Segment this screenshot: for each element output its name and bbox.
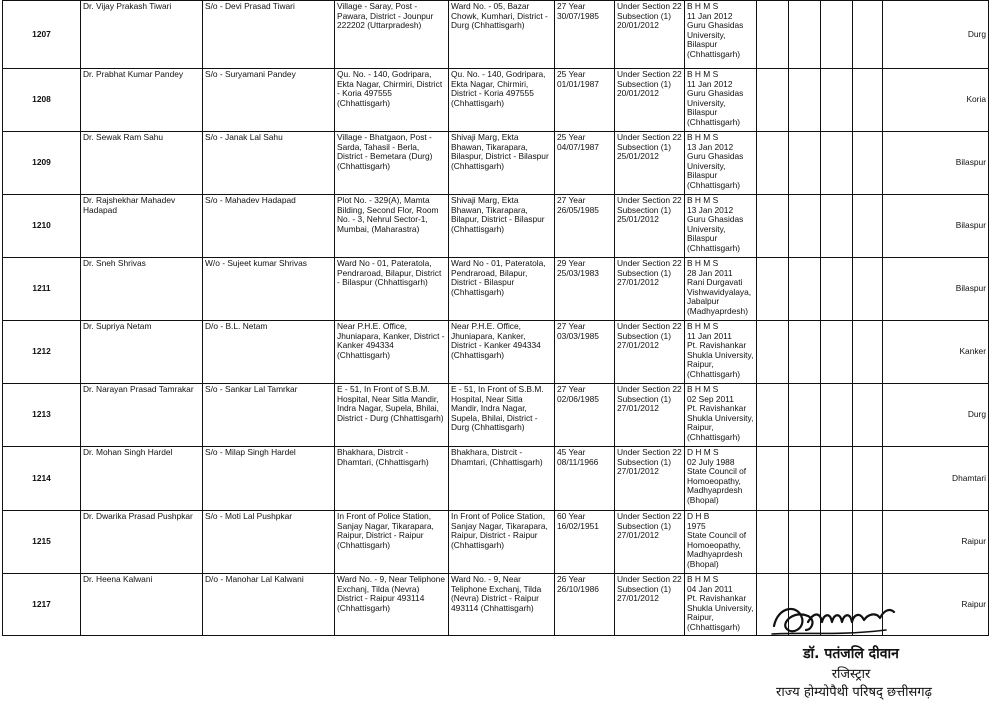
permanent-address: E - 51, In Front of S.B.M. Hospital, Near Sitla Mandir, Indra Nagar, Supela, Bhilai, District - Durg (Chhattisgarh)	[335, 384, 449, 447]
district: Durg	[883, 1, 989, 69]
blank-cell	[821, 1, 853, 69]
doctor-name: Dr. Sewak Ram Sahu	[81, 132, 203, 195]
blank-cell	[821, 511, 853, 574]
table-row	[3, 447, 989, 511]
registration-section: Under Section 22 Subsection (1) 27/01/2012	[615, 321, 685, 384]
blank-cell	[821, 447, 853, 511]
blank-cell	[821, 195, 853, 258]
doctor-name: Dr. Vijay Prakash Tiwari	[81, 1, 203, 69]
blank-cell	[757, 132, 789, 195]
age-dob: 27 Year 02/06/1985	[555, 384, 615, 447]
handwritten-signature	[768, 596, 898, 642]
serial-number: 1212	[3, 321, 81, 384]
registration-section: Under Section 22 Subsection (1) 27/01/2012	[615, 574, 685, 636]
present-address: Shivaji Marg, Ekta Bhawan, Tikarapara, Bilaspur, District - Bilaspur (Chhattisgarh)	[449, 132, 555, 195]
qualification: B H M S 28 Jan 2011 Rani Durgavati Vishwavidyalaya, Jabalpur (Madhyaprdesh)	[685, 258, 757, 321]
blank-cell	[757, 1, 789, 69]
age-dob: 45 Year 08/11/1966	[555, 447, 615, 511]
relation: S/o - Janak Lal Sahu	[203, 132, 335, 195]
serial-number: 1209	[3, 132, 81, 195]
relation: S/o - Mahadev Hadapad	[203, 195, 335, 258]
qualification: D H M S 02 July 1988 State Council of Homoeopathy, Madhyaprdesh (Bhopal)	[685, 447, 757, 511]
blank-cell	[789, 1, 821, 69]
district: Raipur	[883, 511, 989, 574]
serial-number: 1215	[3, 511, 81, 574]
present-address: Qu. No. - 140, Godripara, Ekta Nagar, Chirmiri, District - Koria 497555 (Chhattisgarh)	[449, 69, 555, 132]
qualification: B H M S 11 Jan 2012 Guru Ghasidas University, Bilaspur (Chhattisgarh)	[685, 69, 757, 132]
district: Kanker	[883, 321, 989, 384]
permanent-address: Bhakhara, Distrcit - Dhamtari, (Chhattisgarh)	[335, 447, 449, 511]
district: Bilaspur	[883, 132, 989, 195]
registration-section: Under Section 22 Subsection (1) 27/01/2012	[615, 258, 685, 321]
registration-section: Under Section 22 Subsection (1) 27/01/2012	[615, 447, 685, 511]
present-address: Bhakhara, Distrcit - Dhamtari, (Chhattisgarh)	[449, 447, 555, 511]
blank-cell	[789, 258, 821, 321]
permanent-address: Village - Bhatgaon, Post - Sarda, Tahasil - Berla, District - Bemetara (Durg) (Chhattisgarh)	[335, 132, 449, 195]
registration-section: Under Section 22 Subsection (1) 25/01/2012	[615, 132, 685, 195]
age-dob: 60 Year 16/02/1951	[555, 511, 615, 574]
blank-cell	[757, 69, 789, 132]
permanent-address: In Front of Police Station, Sanjay Nagar, Tikarapara, Raipur, District - Raipur (Chhattisgarh)	[335, 511, 449, 574]
relation: S/o - Devi Prasad Tiwari	[203, 1, 335, 69]
table-row	[3, 1, 989, 69]
doctor-name: Dr. Heena Kalwani	[81, 574, 203, 636]
registrar-signature-block	[720, 592, 990, 710]
table-row	[3, 195, 989, 258]
permanent-address: Ward No. - 9, Near Teliphone Exchanj, Tilda (Nevra) District - Raipur 493114 (Chhattisgarh)	[335, 574, 449, 636]
qualification: B H M S 11 Jan 2012 Guru Ghasidas University, Bilaspur (Chhattisgarh)	[685, 1, 757, 69]
registration-section: Under Section 22 Subsection (1) 27/01/2012	[615, 384, 685, 447]
age-dob: 27 Year 26/05/1985	[555, 195, 615, 258]
doctor-name: Dr. Prabhat Kumar Pandey	[81, 69, 203, 132]
qualification: B H M S 13 Jan 2012 Guru Ghasidas University, Bilaspur (Chhattisgarh)	[685, 132, 757, 195]
blank-cell	[789, 132, 821, 195]
serial-number: 1208	[3, 69, 81, 132]
present-address: Ward No. - 05, Bazar Chowk, Kumhari, District - Durg (Chhattisgarh)	[449, 1, 555, 69]
registration-section: Under Section 22 Subsection (1) 27/01/2012	[615, 511, 685, 574]
serial-number: 1213	[3, 384, 81, 447]
district: Dhamtari	[883, 447, 989, 511]
district: Raipur	[883, 574, 989, 636]
doctor-name: Dr. Mohan Singh Hardel	[81, 447, 203, 511]
blank-cell	[853, 195, 883, 258]
present-address: E - 51, In Front of S.B.M. Hospital, Near Sitla Mandir, Indra Nagar, Supela, Bhilai, District - Durg (Chhattisgarh)	[449, 384, 555, 447]
relation: S/o - Moti Lal Pushpkar	[203, 511, 335, 574]
blank-cell	[821, 384, 853, 447]
permanent-address: Qu. No. - 140, Godripara, Ekta Nagar, Chirmiri, District - Koria 497555 (Chhattisgarh)	[335, 69, 449, 132]
blank-cell	[757, 195, 789, 258]
qualification: B H M S 04 Jan 2011 Pt. Ravishankar Shukla University, Raipur, (Chhattisgarh)	[685, 574, 757, 636]
present-address: Ward No. - 9, Near Teliphone Exchanj, Tilda (Nevra) District - Raipur 493114 (Chhattisgarh)	[449, 574, 555, 636]
blank-cell	[789, 511, 821, 574]
registration-section: Under Section 22 Subsection (1) 25/01/2012	[615, 195, 685, 258]
blank-cell	[757, 384, 789, 447]
district: Durg	[883, 384, 989, 447]
blank-cell	[853, 447, 883, 511]
blank-cell	[853, 132, 883, 195]
relation: S/o - Sankar Lal Tamrkar	[203, 384, 335, 447]
age-dob: 25 Year 01/01/1987	[555, 69, 615, 132]
qualification: B H M S 11 Jan 2011 Pt. Ravishankar Shukla University, Raipur, (Chhattisgarh)	[685, 321, 757, 384]
table-row	[3, 132, 989, 195]
blank-cell	[757, 258, 789, 321]
age-dob: 27 Year 03/03/1985	[555, 321, 615, 384]
table-row	[3, 511, 989, 574]
blank-cell	[757, 511, 789, 574]
table-row	[3, 258, 989, 321]
doctor-name: Dr. Dwarika Prasad Pushpkar	[81, 511, 203, 574]
relation: S/o - Suryamani Pandey	[203, 69, 335, 132]
serial-number: 1207	[3, 1, 81, 69]
permanent-address: Ward No - 01, Pateratola, Pendraroad, Bilapur, District - Bilaspur (Chhattisgarh)	[335, 258, 449, 321]
age-dob: 26 Year 26/10/1986	[555, 574, 615, 636]
registration-table-body	[3, 1, 989, 636]
permanent-address: Near P.H.E. Office, Jhuniapara, Kanker, District - Kanker 494334 (Chhattisgarh)	[335, 321, 449, 384]
blank-cell	[853, 384, 883, 447]
district: Koria	[883, 69, 989, 132]
table-row	[3, 321, 989, 384]
blank-cell	[853, 511, 883, 574]
relation: D/o - Manohar Lal Kalwani	[203, 574, 335, 636]
blank-cell	[821, 69, 853, 132]
blank-cell	[789, 384, 821, 447]
blank-cell	[789, 69, 821, 132]
serial-number: 1214	[3, 447, 81, 511]
blank-cell	[757, 321, 789, 384]
blank-cell	[821, 132, 853, 195]
blank-cell	[757, 447, 789, 511]
blank-cell	[853, 321, 883, 384]
serial-number: 1217	[3, 574, 81, 636]
blank-cell	[853, 69, 883, 132]
present-address: Near P.H.E. Office, Jhuniapara, Kanker, District - Kanker 494334 (Chhattisgarh)	[449, 321, 555, 384]
registrar-name: डॉ. पतंजलि दीवान	[803, 646, 899, 662]
doctor-name: Dr. Narayan Prasad Tamrakar	[81, 384, 203, 447]
age-dob: 25 Year 04/07/1987	[555, 132, 615, 195]
table-row	[3, 384, 989, 447]
council-name: राज्य होम्योपैथी परिषद् छत्तीसगढ़	[776, 685, 932, 700]
qualification: B H M S 02 Sep 2011 Pt. Ravishankar Shukla University, Raipur, (Chhattisgarh)	[685, 384, 757, 447]
blank-cell	[821, 258, 853, 321]
doctor-name: Dr. Rajshekhar Mahadev Hadapad	[81, 195, 203, 258]
present-address: Shivaji Marg, Ekta Bhawan, Tikarapara, Bilapur, District - Bilaspur (Chhattisgarh)	[449, 195, 555, 258]
district: Bilaspur	[883, 258, 989, 321]
registrar-title: रजिस्ट्रार	[831, 667, 871, 682]
serial-number: 1210	[3, 195, 81, 258]
blank-cell	[853, 1, 883, 69]
age-dob: 27 Year 30/07/1985	[555, 1, 615, 69]
present-address: In Front of Police Station, Sanjay Nagar, Tikarapara, Raipur, District - Raipur (Chhattisgarh)	[449, 511, 555, 574]
district: Bilaspur	[883, 195, 989, 258]
registration-section: Under Section 22 Subsection (1) 20/01/2012	[615, 1, 685, 69]
qualification: B H M S 13 Jan 2012 Guru Ghasidas University, Bilaspur (Chhattisgarh)	[685, 195, 757, 258]
registration-section: Under Section 22 Subsection (1) 20/01/2012	[615, 69, 685, 132]
blank-cell	[789, 321, 821, 384]
qualification: D H B 1975 State Council of Homoeopathy, Madhyaprdesh (Bhopal)	[685, 511, 757, 574]
doctor-name: Dr. Supriya Netam	[81, 321, 203, 384]
present-address: Ward No - 01, Pateratola, Pendraroad, Bilapur, District - Bilaspur (Chhattisgarh)	[449, 258, 555, 321]
blank-cell	[789, 195, 821, 258]
relation: W/o - Sujeet kumar Shrivas	[203, 258, 335, 321]
permanent-address: Village - Saray, Post - Pawara, District - Jounpur 222202 (Uttarpradesh)	[335, 1, 449, 69]
registration-table	[2, 0, 989, 636]
age-dob: 29 Year 25/03/1983	[555, 258, 615, 321]
table-row	[3, 69, 989, 132]
blank-cell	[821, 321, 853, 384]
blank-cell	[789, 447, 821, 511]
relation: S/o - Milap Singh Hardel	[203, 447, 335, 511]
serial-number: 1211	[3, 258, 81, 321]
doctor-name: Dr. Sneh Shrivas	[81, 258, 203, 321]
relation: D/o - B.L. Netam	[203, 321, 335, 384]
permanent-address: Plot No. - 329(A), Mamta Bilding, Second Flor, Room No. - 3, Nehrul Sector-1, Mumbai, (Maharastra)	[335, 195, 449, 258]
blank-cell	[853, 258, 883, 321]
